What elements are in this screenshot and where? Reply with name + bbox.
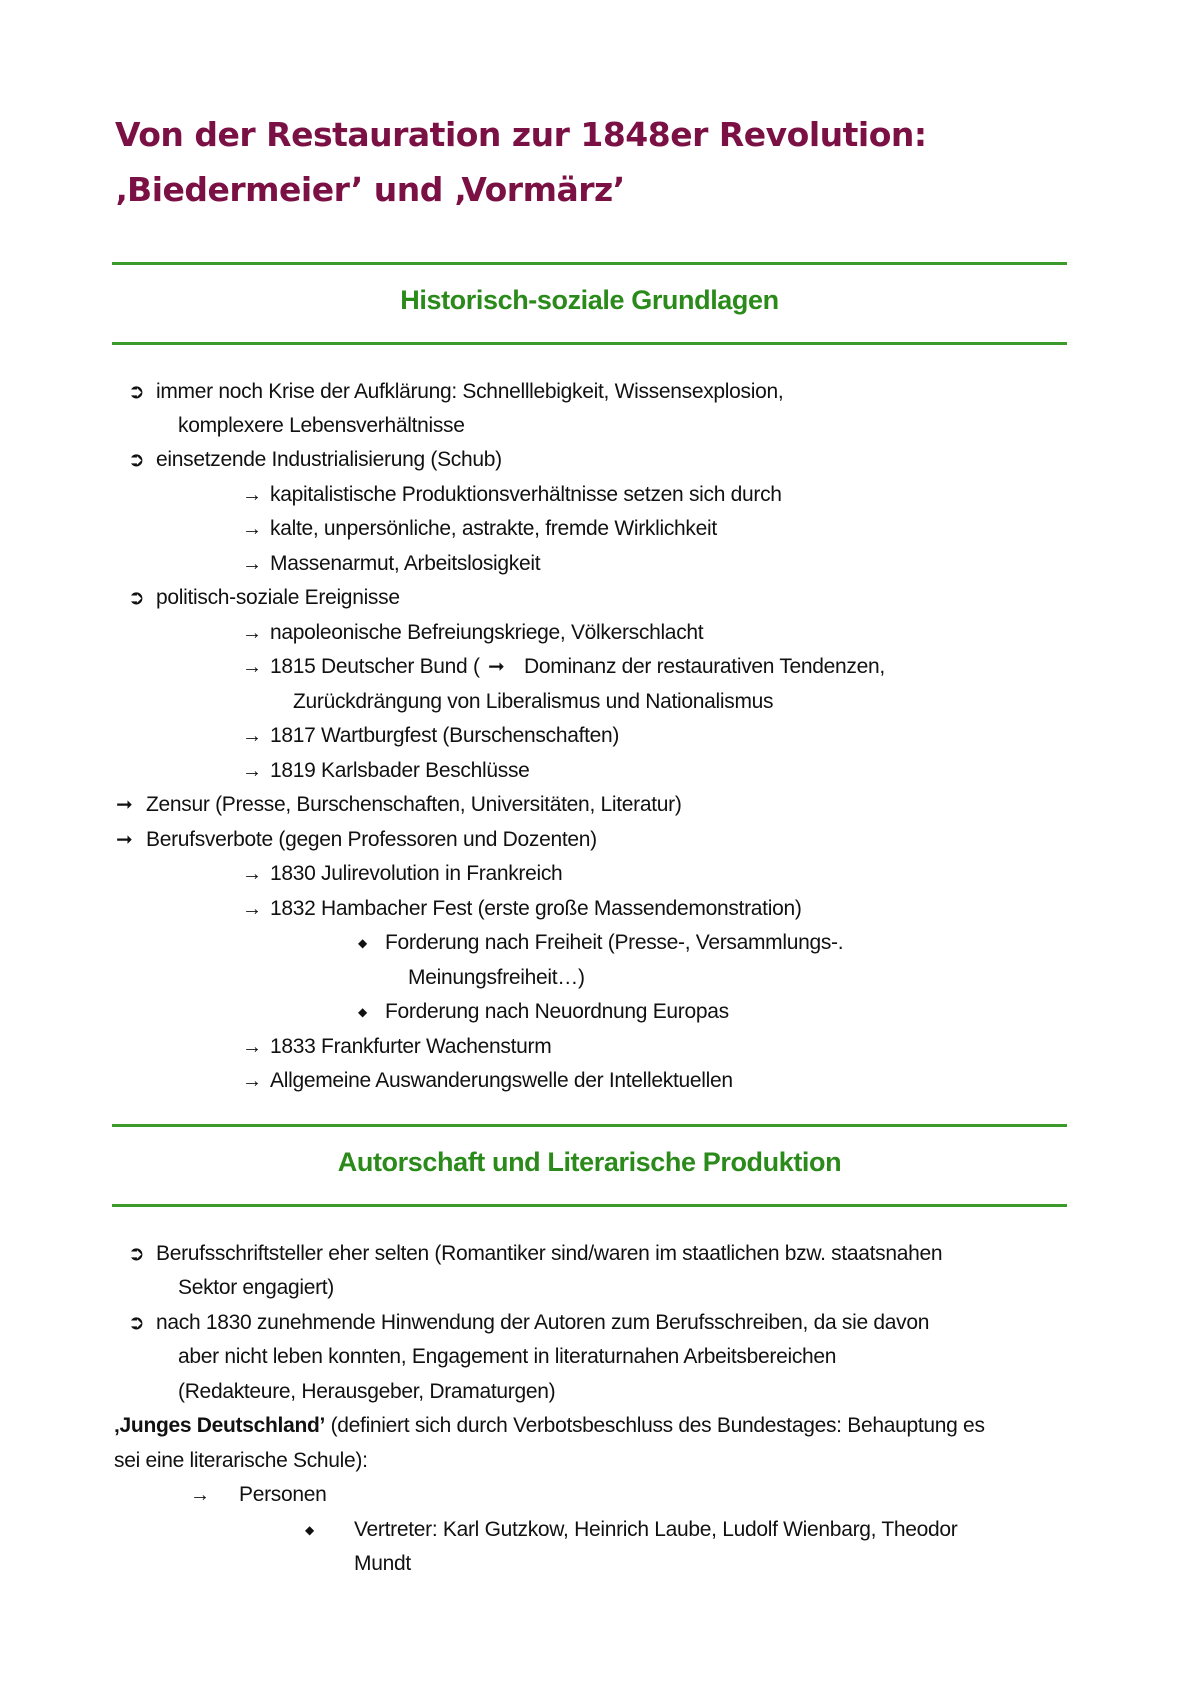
list-item-continuation: Mundt [354, 1552, 411, 1575]
list-item: 1832 Hambacher Fest (erste große Massendemonstration) [270, 897, 802, 920]
list-item-inline: Dominanz der restaurativen Tendenzen, [524, 655, 885, 678]
diamond-bullet-icon: ◆ [358, 936, 368, 950]
list-item: nach 1830 zunehmende Hinwendung der Autoren zum Berufsschreiben, da sie davon [156, 1311, 930, 1334]
diamond-bullet-icon: ◆ [358, 1005, 368, 1019]
arrow-icon: → [242, 1036, 262, 1058]
list-item: 1817 Wartburgfest (Burschenschaften) [270, 724, 620, 747]
list-item: einsetzende Industrialisierung (Schub) [156, 448, 502, 471]
paragraph-text: (definiert sich durch Verbotsbeschluss des Bundestages: Behauptung es [325, 1414, 985, 1437]
list-item: kapitalistische Produktionsverhältnisse setzen sich durch [270, 483, 782, 506]
list-item: 1830 Julirevolution in Frankreich [270, 862, 563, 885]
arrow-icon: → [242, 518, 262, 540]
section-divider [112, 342, 1067, 345]
list-item: napoleonische Befreiungskriege, Völkerschlacht [270, 621, 704, 644]
circle-arrow-bullet-icon: ➲ [128, 1243, 145, 1265]
bold-arrow-icon: ➞ [116, 829, 133, 851]
list-item: 1833 Frankfurter Wachensturm [270, 1035, 552, 1058]
list-item: Zensur (Presse, Burschenschaften, Universitäten, Literatur) [146, 793, 682, 816]
section-heading-historisch: Historisch-soziale Grundlagen [400, 285, 779, 315]
arrow-icon: → [242, 725, 262, 747]
section-divider [112, 1124, 1067, 1127]
page-title-line-2: ‚Biedermeier’ und ‚Vormärz’ [115, 170, 625, 209]
arrow-icon: → [242, 553, 262, 575]
arrow-icon: → [242, 1070, 262, 1092]
list-item-continuation: Sektor engagiert) [178, 1276, 334, 1299]
list-item: Personen [239, 1483, 327, 1506]
list-item: kalte, unpersönliche, astrakte, fremde Wirklichkeit [270, 517, 717, 540]
section-divider [112, 262, 1067, 265]
bold-arrow-icon: ➞ [116, 794, 133, 816]
circle-arrow-bullet-icon: ➲ [128, 587, 145, 609]
list-item-continuation: Meinungsfreiheit…) [408, 966, 585, 989]
list-item: Forderung nach Freiheit (Presse-, Versammlungs-. [385, 931, 844, 954]
list-item: politisch-soziale Ereignisse [156, 586, 400, 609]
paragraph-junges-deutschland [114, 1411, 985, 1441]
list-item: Berufsverbote (gegen Professoren und Dozenten) [146, 828, 597, 851]
list-item: 1815 Deutscher Bund ( [270, 655, 480, 678]
list-item: Forderung nach Neuordnung Europas [385, 1000, 729, 1023]
circle-arrow-bullet-icon: ➲ [128, 449, 145, 471]
list-item: immer noch Krise der Aufklärung: Schnelllebigkeit, Wissensexplosion, [156, 380, 784, 403]
arrow-icon: → [190, 1484, 210, 1506]
section-divider [112, 1204, 1067, 1207]
list-item: Massenarmut, Arbeitslosigkeit [270, 552, 541, 575]
arrow-icon: → [242, 898, 262, 920]
list-item: Vertreter: Karl Gutzkow, Heinrich Laube, Ludolf Wienbarg, Theodor [354, 1518, 958, 1541]
list-item: 1819 Karlsbader Beschlüsse [270, 759, 530, 782]
bold-arrow-icon: ➞ [488, 656, 505, 678]
section-heading-autorschaft: Autorschaft und Literarische Produktion [337, 1147, 842, 1177]
circle-arrow-bullet-icon: ➲ [128, 381, 145, 403]
term-junges-deutschland: ‚Junges Deutschland’ [114, 1414, 326, 1437]
arrow-icon: → [242, 656, 262, 678]
circle-arrow-bullet-icon: ➲ [128, 1312, 145, 1334]
arrow-icon: → [242, 760, 262, 782]
diamond-bullet-icon: ◆ [305, 1523, 315, 1537]
list-item: Berufsschriftsteller eher selten (Romantiker sind/waren im staatlichen bzw. staatsnahen [156, 1242, 943, 1265]
list-item-continuation: komplexere Lebensverhältnisse [178, 414, 465, 437]
arrow-icon: → [242, 484, 262, 506]
paragraph-continuation: sei eine literarische Schule): [114, 1449, 368, 1472]
list-item-continuation: Zurückdrängung von Liberalismus und Nationalismus [293, 690, 774, 713]
arrow-icon: → [242, 863, 262, 885]
list-item: Allgemeine Auswanderungswelle der Intellektuellen [270, 1069, 733, 1092]
page-title-line-1: Von der Restauration zur 1848er Revolution: [115, 115, 927, 154]
list-item-continuation: aber nicht leben konnten, Engagement in literaturnahen Arbeitsbereichen [178, 1345, 837, 1368]
arrow-icon: → [242, 622, 262, 644]
list-item-continuation: (Redakteure, Herausgeber, Dramaturgen) [178, 1380, 556, 1403]
